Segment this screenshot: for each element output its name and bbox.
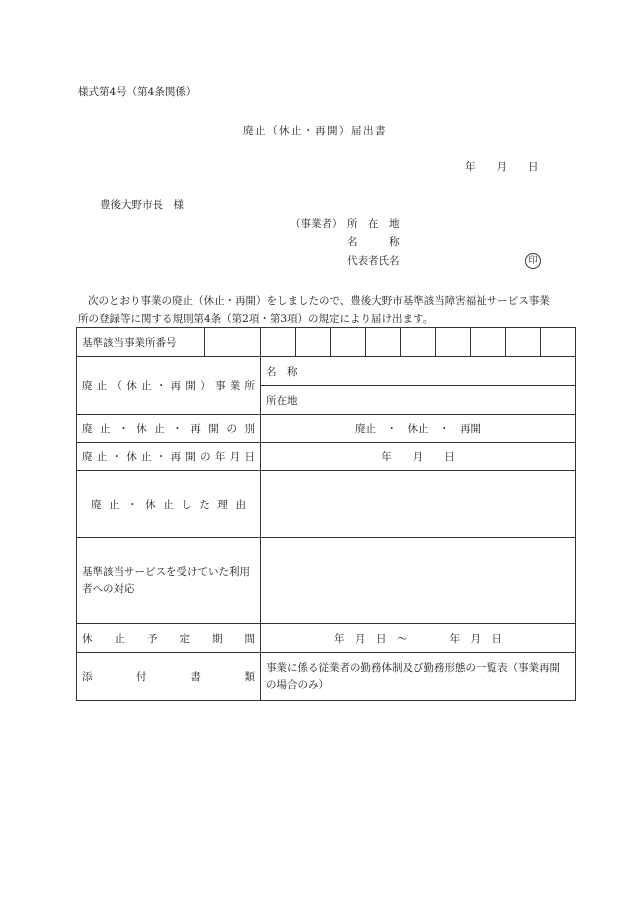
office-number-digit[interactable]	[296, 328, 331, 357]
form-number: 様式第4号（第4条関係）	[78, 86, 197, 98]
office-number-digit[interactable]	[401, 328, 436, 357]
applicant-name-label: 名 称	[347, 236, 400, 248]
user-response-label: 基準該当サービスを受けていた利用者への対応	[77, 538, 261, 624]
attachments-label: 添付書類	[77, 653, 261, 701]
suspension-period-label: 休止予定期間	[77, 624, 261, 653]
document-title: 廃止（休止・再開）届出書	[243, 125, 387, 137]
type-options[interactable]: 廃止 ・ 休止 ・ 再開	[261, 415, 576, 443]
attachments-value: 事業に係る従業者の勤務体制及び勤務形態の一覧表（事業再開の場合のみ）	[261, 653, 576, 701]
office-number-digit[interactable]	[436, 328, 471, 357]
office-number-digit[interactable]	[366, 328, 401, 357]
applicant-location-label: 所 在 地	[347, 218, 400, 230]
notification-form-table	[76, 327, 576, 701]
reason-label: 廃止・休止した理由	[77, 471, 261, 538]
office-name-label: 名 称	[266, 365, 298, 378]
office-number-digit[interactable]	[261, 328, 296, 357]
date-field[interactable]: 年 月 日	[261, 443, 576, 471]
office-number-digit[interactable]	[471, 328, 506, 357]
reason-field[interactable]	[261, 471, 576, 538]
body-text: 次のとおり事業の廃止（休止・再開）をしましたので、豊後大野市基準該当障害福祉サービス事業所の登録等に関する規則第4条（第2項・第3項）の規定により届け出ます。	[78, 295, 550, 325]
user-response-field[interactable]	[261, 538, 576, 624]
seal-mark: 印	[525, 253, 541, 269]
applicant-representative-label: 代表者氏名	[347, 255, 400, 267]
office-name-field[interactable]	[261, 357, 576, 386]
suspension-period-field[interactable]: 年 月 日 ～ 年 月 日	[261, 624, 576, 653]
office-address-label: 所在地	[266, 394, 298, 407]
addressee: 豊後大野市長 様	[100, 199, 184, 211]
type-label: 廃止・休止・再開の別	[77, 415, 261, 443]
submission-date: 年 月 日	[465, 161, 539, 173]
applicant-kind: （事業者）	[290, 218, 343, 230]
office-number-label: 基準該当事業所番号	[77, 328, 205, 357]
office-number-digit[interactable]	[331, 328, 366, 357]
date-label: 廃止・休止・再開の年月日	[77, 443, 261, 471]
office-number-digit[interactable]	[205, 328, 261, 357]
office-label: 廃止（休止・再開）事業所	[77, 357, 261, 415]
office-number-digit[interactable]	[541, 328, 576, 357]
office-number-digit[interactable]	[506, 328, 541, 357]
office-address-field[interactable]	[261, 386, 576, 415]
